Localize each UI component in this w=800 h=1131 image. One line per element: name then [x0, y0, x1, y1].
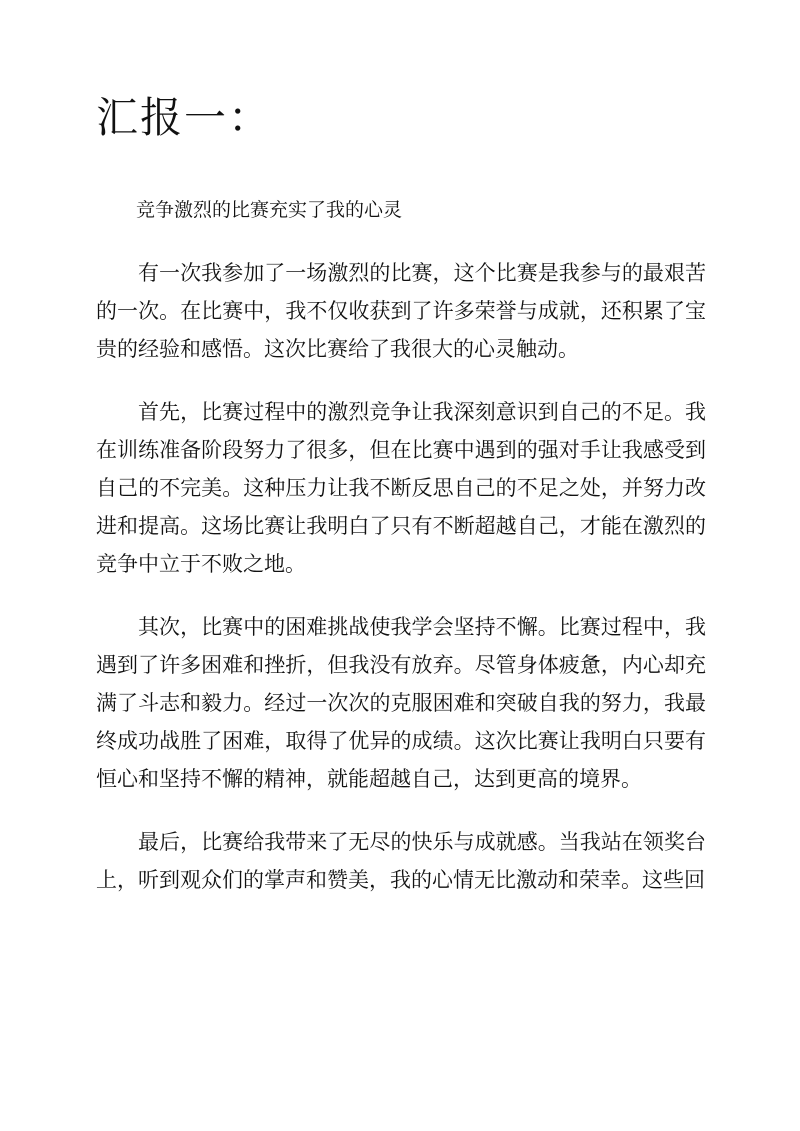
paragraph-4: 最后，比赛给我带来了无尽的快乐与成就感。当我站在领奖台上，听到观众们的掌声和赞美，我的心情无比激动和荣幸。这些回 [96, 830, 706, 892]
paragraph-3: 其次，比赛中的困难挑战使我学会坚持不懈。比赛过程中，我遇到了许多困难和挫折，但我没有放弃。尽管身体疲惫，内心却充满了斗志和毅力。经过一次次的克服困难和突破自我的努力，我最终成功战胜了困难，取得了优异的成绩。这次比赛让我明白只要有恒心和坚持不懈的精神，就能超越自己，达到更高的境界。 [96, 615, 706, 791]
paragraph-1: 有一次我参加了一场激烈的比赛，这个比赛是我参与的最艰苦的一次。在比赛中，我不仅收获到了许多荣誉与成就，还积累了宝贵的经验和感悟。这次比赛给了我很大的心灵触动。 [96, 261, 706, 361]
document-body [96, 254, 706, 924]
document-subtitle: 竞争激烈的比赛充实了我的心灵 [136, 199, 403, 221]
page-heading: 汇报一： [96, 93, 273, 142]
paragraph-2: 首先，比赛过程中的激烈竞争让我深刻意识到自己的不足。我在训练准备阶段努力了很多，但在比赛中遇到的强对手让我感受到自己的不完美。这种压力让我不断反思自己的不足之处，并努力改进和提高。这场比赛让我明白了只有不断超越自己，才能在激烈的竞争中立于不败之地。 [96, 400, 706, 576]
